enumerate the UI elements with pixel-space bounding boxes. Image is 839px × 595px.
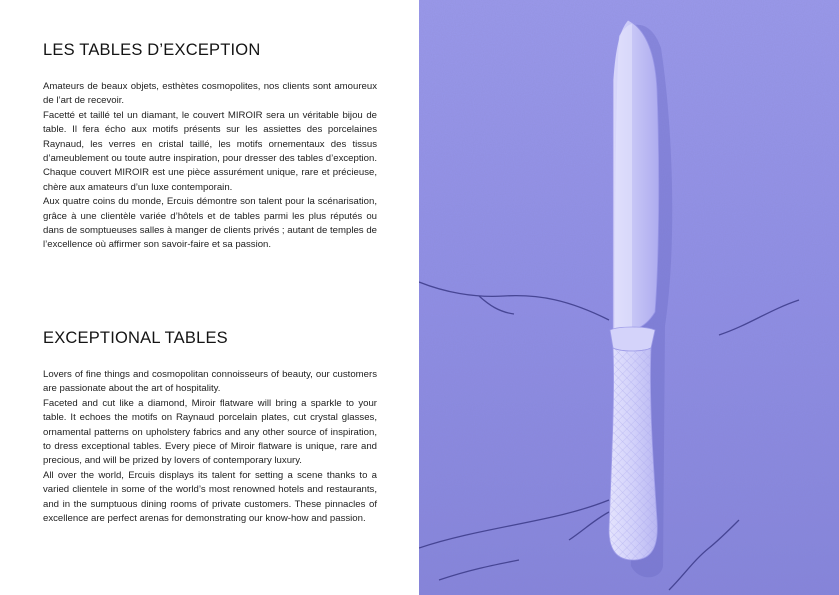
- text-column: [43, 0, 377, 595]
- french-paragraph: Facetté et taillé tel un diamant, le couvert MIROIR sera un véritable bijou de table. Il fera écho aux motifs présents sur les assiettes des porcelaines Raynaud, les verres en cristal taillé, les motifs ornementaux des tissus d’ameublement ou toute autre inspiration, pour dresser des tables d’exception. Chaque couvert MIROIR est une pièce assurément unique, rare et précieuse, chère aux amateurs d’un luxe contemporain.: [43, 109, 377, 193]
- english-section: [43, 328, 377, 526]
- knife-photo: [419, 0, 839, 595]
- french-title: LES TABLES D’EXCEPTION: [43, 41, 261, 59]
- english-paragraph: All over the world, Ercuis displays its talent for setting a scene thanks to a varied clientele in some of the world’s most renowned hotels and restaurants, and in the sumptuous dining rooms of private customers. These pinnacles of excellence are perfect arenas for demonstrating our know-how and passion.: [43, 469, 377, 525]
- french-paragraph: Aux quatre coins du monde, Ercuis démontre son talent pour la scénarisation, grâce à une clientèle variée d’hôtels et de tables parmi les plus réputés ou dans de somptueuses salles à manger de clients privés ; autant de temples de l’excellence où affirmer son savoir-faire et sa passion.: [43, 196, 377, 251]
- french-section: [43, 40, 377, 253]
- english-paragraph: Faceted and cut like a diamond, Miroir flatware will bring a sparkle to your table. It echoes the motifs on Raynaud porcelain plates, cut crystal glasses, ornamental patterns on upholstery fabrics and any other source of inspiration, to dress exceptional tables. Every piece of Miroir flatware is unique, rare and precious, and will be prized by lovers of contemporary luxury.: [43, 397, 377, 467]
- english-title: EXCEPTIONAL TABLES: [43, 329, 228, 347]
- handle-facets: [609, 348, 657, 560]
- knife-photo-illustration: [419, 0, 839, 595]
- knife-bolster: [610, 327, 655, 351]
- english-paragraph: Lovers of fine things and cosmopolitan connoisseurs of beauty, our customers are passionate about the art of hospitality.: [43, 369, 377, 395]
- english-body: [43, 368, 377, 526]
- french-body: [43, 80, 377, 253]
- french-paragraph: Amateurs de beaux objets, esthètes cosmopolites, nos clients sont amoureux de l’art de recevoir.: [43, 81, 377, 107]
